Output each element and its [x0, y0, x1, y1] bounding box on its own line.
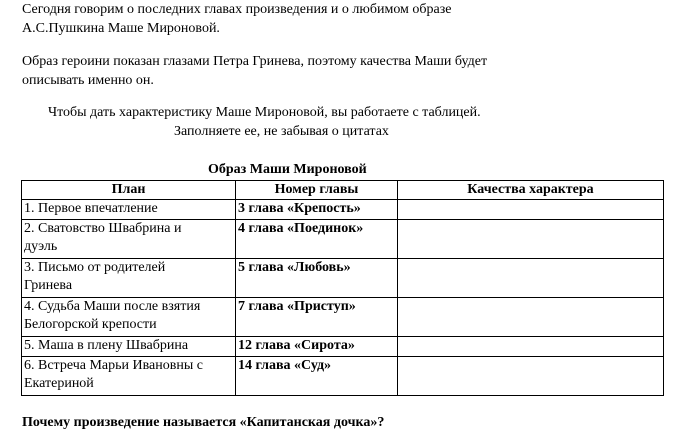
table-row [22, 259, 664, 298]
table-row [22, 298, 664, 337]
plan-text-cont: Белогорской крепости [24, 317, 157, 332]
header-traits: Качества характера [398, 181, 664, 200]
instruction-line-2: Заполняете ее, не забывая о цитатах [174, 124, 389, 139]
table-row [22, 337, 664, 357]
closing-question: Почему произведение называется «Капитанская дочка»? [22, 415, 385, 430]
plan-text-cont: Гринева [24, 278, 73, 293]
intro-line-4: описывать именно он. [22, 73, 154, 88]
chapter-cell: 4 глава «Поединок» [236, 220, 398, 259]
traits-cell[interactable] [398, 259, 664, 298]
traits-cell[interactable] [398, 298, 664, 337]
plan-text: 4. Судьба Маши после взятия [24, 299, 201, 314]
plan-cell [22, 220, 236, 259]
intro-paragraph-1 [22, 0, 452, 38]
header-plan: План [22, 181, 236, 200]
plan-table [21, 180, 664, 396]
table-title: Образ Маши Мироновой [208, 162, 367, 177]
header-row [22, 181, 664, 200]
plan-cell [22, 200, 236, 220]
traits-cell[interactable] [398, 337, 664, 357]
chapter-cell: 3 глава «Крепость» [236, 200, 398, 220]
traits-cell[interactable] [398, 357, 664, 396]
plan-text: 1. Первое впечатление [24, 201, 158, 216]
plan-text: 3. Письмо от родителей [24, 260, 166, 275]
table-row [22, 220, 664, 259]
chapter-cell: 14 глава «Суд» [236, 357, 398, 396]
chapter-cell: 5 глава «Любовь» [236, 259, 398, 298]
plan-cell [22, 357, 236, 396]
plan-text-cont: Екатериной [24, 376, 94, 391]
instruction-line-1: Чтобы дать характеристику Маше Мироновой, вы работаете с таблицей. [48, 105, 481, 120]
chapter-cell: 12 глава «Сирота» [236, 337, 398, 357]
chapter-cell: 7 глава «Приступ» [236, 298, 398, 337]
intro-line-3: Образ героини показан глазами Петра Гринева, поэтому качества Маши будет [22, 54, 488, 69]
traits-cell[interactable] [398, 200, 664, 220]
plan-text: 5. Маша в плену Швабрина [24, 338, 189, 353]
plan-cell [22, 337, 236, 357]
header-chapter: Номер главы [236, 181, 398, 200]
traits-cell[interactable] [398, 220, 664, 259]
table-row [22, 200, 664, 220]
intro-line-1: Сегодня говорим о последних главах произведения и о любимом образе [22, 2, 452, 17]
plan-cell [22, 298, 236, 337]
intro-line-2: А.С.Пушкина Маше Мироновой. [22, 21, 220, 36]
plan-text-cont: дуэль [24, 239, 58, 254]
table-row [22, 357, 664, 396]
plan-cell [22, 259, 236, 298]
plan-text: 6. Встреча Марьи Ивановны с [24, 358, 203, 373]
intro-paragraph-2 [22, 52, 487, 90]
plan-text: 2. Сватовство Швабрина и [24, 221, 182, 236]
